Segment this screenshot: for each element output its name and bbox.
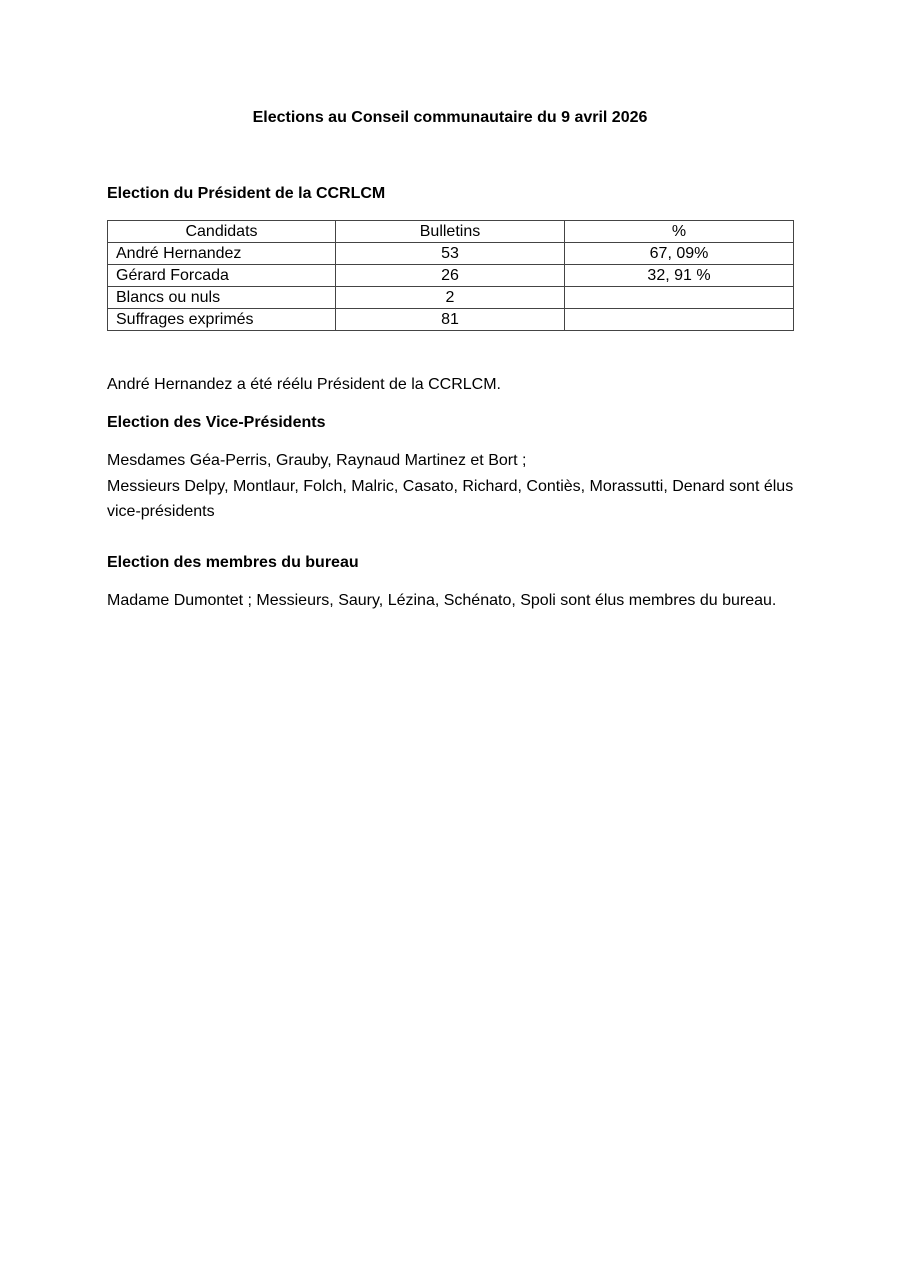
president-election-heading: Election du Président de la CCRLCM xyxy=(107,185,386,202)
vice-presidents-line-messieurs: Messieurs Delpy, Montlaur, Folch, Malric, Casato, Richard, Contiès, Morassutti, Denard sont élus vice-présidents xyxy=(107,477,794,520)
column-header-ballots: Bulletins xyxy=(336,221,565,243)
candidate-name-cell: Suffrages exprimés xyxy=(108,309,336,331)
vice-presidents-line-mesdames: Mesdames Géa-Perris, Grauby, Raynaud Martinez et Bort ; xyxy=(107,452,527,469)
ballots-cell: 2 xyxy=(336,287,565,309)
table-row xyxy=(108,265,794,287)
table-row xyxy=(108,309,794,331)
table-header-row xyxy=(108,221,794,243)
column-header-candidates: Candidats xyxy=(108,221,336,243)
ballots-cell: 26 xyxy=(336,265,565,287)
vice-presidents-heading: Election des Vice-Présidents xyxy=(107,414,326,431)
table-row xyxy=(108,287,794,309)
ballots-cell: 53 xyxy=(336,243,565,265)
president-results-table xyxy=(107,220,794,331)
percent-cell: 67, 09% xyxy=(565,243,794,265)
column-header-percent: % xyxy=(565,221,794,243)
percent-cell: 32, 91 % xyxy=(565,265,794,287)
vice-presidents-paragraph xyxy=(107,448,797,525)
table-row xyxy=(108,243,794,265)
bureau-members-heading: Election des membres du bureau xyxy=(107,554,359,571)
ballots-cell: 81 xyxy=(336,309,565,331)
bureau-members-paragraph: Madame Dumontet ; Messieurs, Saury, Lézina, Schénato, Spoli sont élus membres du bureau. xyxy=(107,592,777,609)
document-title: Elections au Conseil communautaire du 9 avril 2026 xyxy=(252,109,648,126)
candidate-name-cell: Gérard Forcada xyxy=(108,265,336,287)
president-result-text: André Hernandez a été réélu Président de la CCRLCM. xyxy=(107,376,501,393)
candidate-name-cell: André Hernandez xyxy=(108,243,336,265)
percent-cell xyxy=(565,287,794,309)
candidate-name-cell: Blancs ou nuls xyxy=(108,287,336,309)
percent-cell xyxy=(565,309,794,331)
